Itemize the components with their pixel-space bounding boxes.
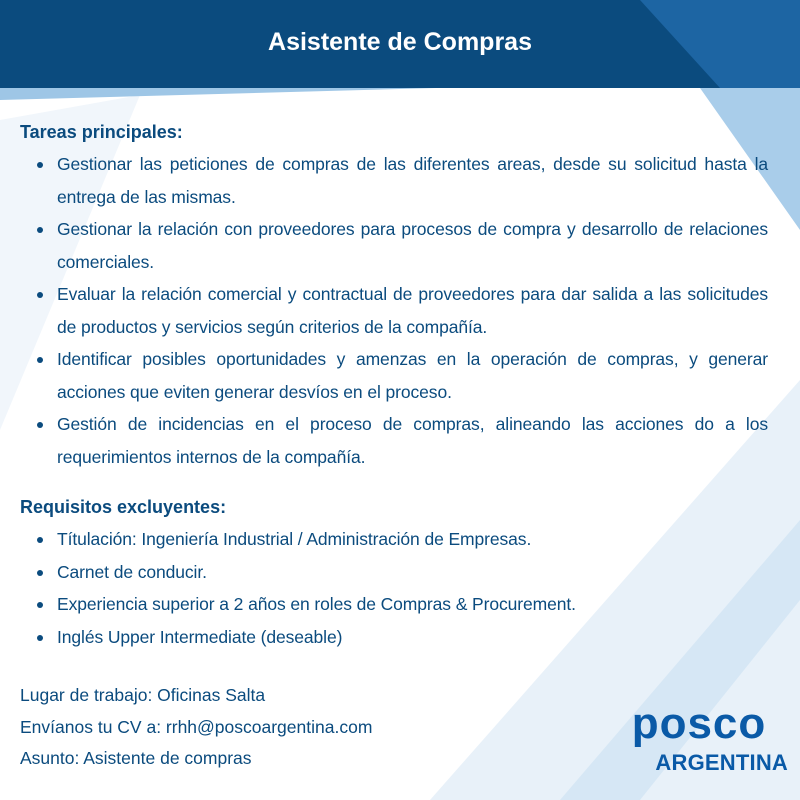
work-location: Lugar de trabajo: Oficinas Salta — [20, 685, 266, 705]
requirements-section-title: Requisitos excluyentes: — [20, 497, 227, 517]
requirements-list — [20, 523, 768, 653]
main-content — [20, 116, 768, 653]
task-item: Identificar posibles oportunidades y amenzas en la operación de compras, y generar acciones que eviten generar desvíos en el proceso. — [20, 343, 768, 408]
email-subject: Asunto: Asistente de compras — [20, 748, 252, 768]
header-banner — [0, 0, 800, 88]
requirement-item: Carnet de conducir. — [20, 556, 768, 589]
task-item: Gestión de incidencias en el proceso de compras, alineando las acciones do a los requerimientos internos de la compañía. — [20, 408, 768, 473]
task-item: Gestionar la relación con proveedores para procesos de compra y desarrollo de relaciones comerciales. — [20, 213, 768, 278]
task-item: Gestionar las peticiones de compras de las diferentes areas, desde su solicitud hasta la entrega de las mismas. — [20, 148, 768, 213]
logo-country: ARGENTINA — [655, 750, 788, 775]
tasks-list — [20, 148, 768, 473]
send-cv-email: Envíanos tu CV a: rrhh@poscoargentina.com — [20, 716, 373, 737]
task-item: Evaluar la relación comercial y contractual de proveedores para dar salida a las solicitudes de productos y servicios según criterios de la compañía. — [20, 278, 768, 343]
logo-wordmark: posco — [631, 699, 767, 748]
tasks-section-title: Tareas principales: — [20, 122, 183, 142]
requirement-item: Títulación: Ingeniería Industrial / Administración de Empresas. — [20, 523, 768, 556]
requirement-item: Experiencia superior a 2 años en roles de Compras & Procurement. — [20, 588, 768, 621]
posco-argentina-logo — [610, 699, 788, 776]
contact-info — [20, 680, 372, 775]
requirement-item: Inglés Upper Intermediate (deseable) — [20, 621, 768, 654]
job-title: Asistente de Compras — [268, 27, 532, 56]
